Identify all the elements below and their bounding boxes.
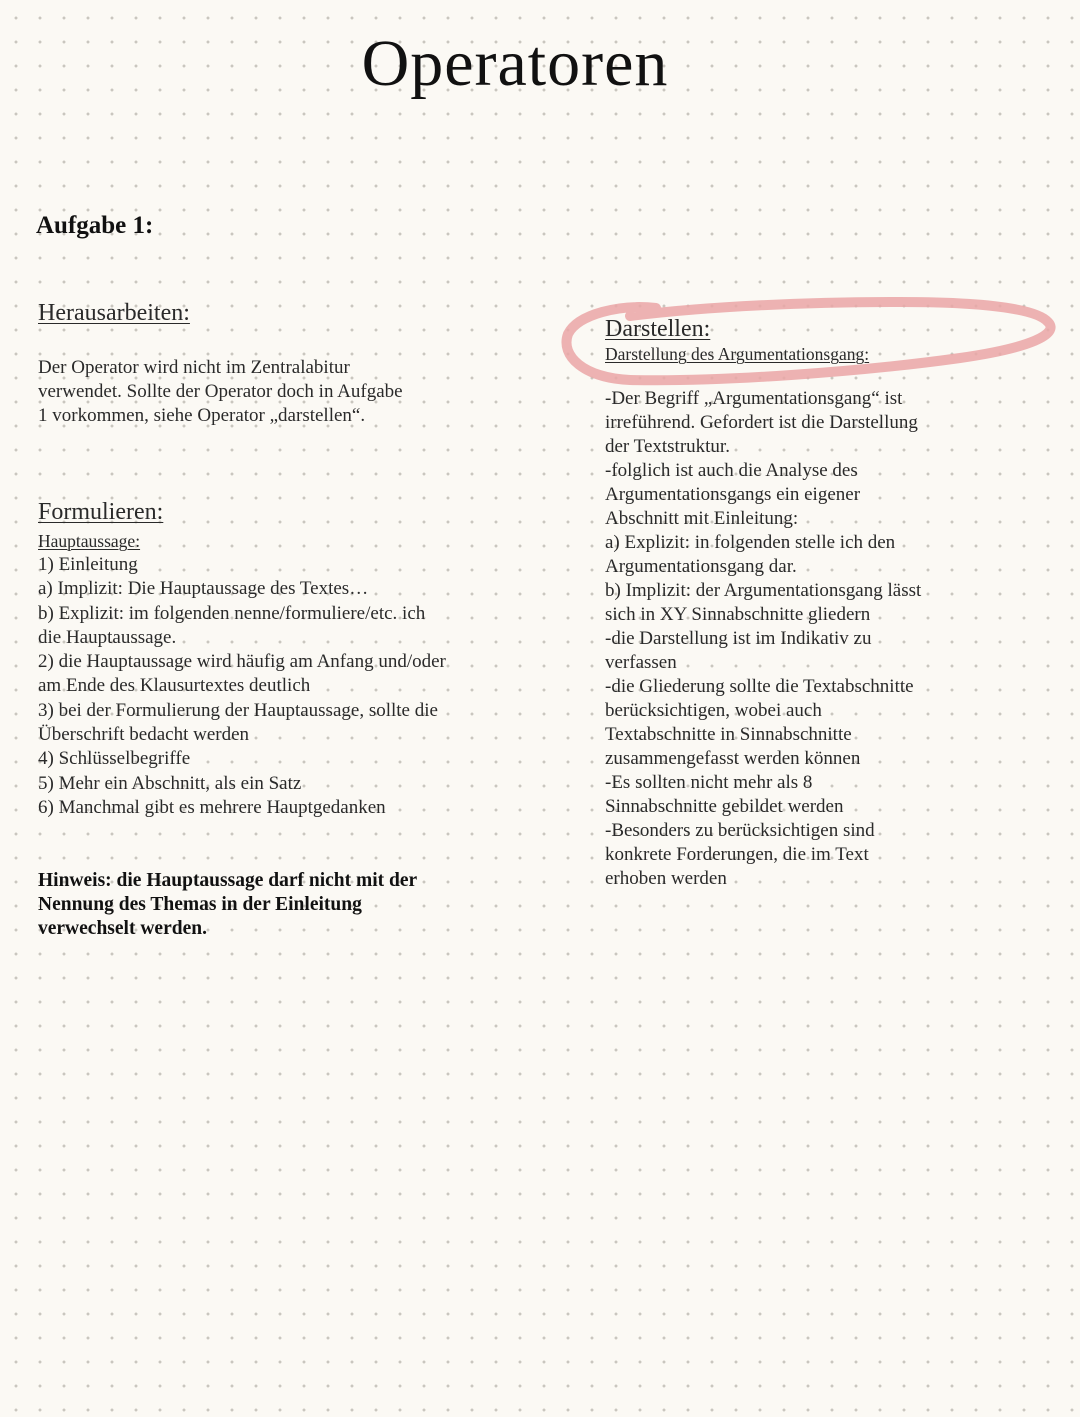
note-line: Hinweis: die Hauptaussage darf nicht mit der [38,870,418,891]
text-line: berücksichtigen, wobei auch [605,700,822,721]
text-line: -Es sollten nicht mehr als 8 [605,772,813,793]
text-line: der Textstruktur. [605,436,730,457]
text-line: -die Darstellung ist im Indikativ zu [605,628,872,649]
text-line: b) Explizit: im folgenden nenne/formuliere/etc. ich [38,602,426,624]
text-line: zusammengefasst werden können [605,748,861,769]
subheading-hauptaussage: Hauptaussage: [38,531,141,551]
text-line: a) Explizit: in folgenden stelle ich den [605,532,896,553]
text-line: -folglich ist auch die Analyse des [605,460,858,481]
text-line: am Ende des Klausurtextes deutlich [38,675,311,697]
text-line: 5) Mehr ein Abschnitt, als ein Satz [38,772,302,794]
darstellen-text [605,387,921,891]
text-line: 4) Schlüsselbegriffe [38,748,191,770]
text-line: erhoben werden [605,868,727,889]
herausarbeiten-text [38,356,403,428]
text-line: 1) Einleitung [38,554,138,575]
text-line: Textabschnitte in Sinnabschnitte [605,724,852,745]
text-line: verwendet. Sollte der Operator doch in Aufgabe [38,381,403,402]
text-line: b) Implizit: der Argumentationsgang lässt [605,580,922,601]
text-line: konkrete Forderungen, die im Text [605,844,869,865]
text-line: -Besonders zu berücksichtigen sind [605,820,875,841]
note-line: Nennung des Themas in der Einleitung [38,894,362,915]
section-heading-herausarbeiten: Herausarbeiten: [38,300,190,326]
section-heading-formulieren: Formulieren: [38,499,164,525]
text-line: die Hauptaussage. [38,626,177,648]
subheading-darstellung: Darstellung des Argumentationsgang: [605,344,870,364]
text-line: sich in XY Sinnabschnitte gliedern [605,604,871,625]
text-line: a) Implizit: Die Hauptaussage des Textes… [38,578,369,600]
formulieren-text [38,553,446,820]
task-heading: Aufgabe 1: [36,212,154,239]
note-line: verwechselt werden. [38,918,207,939]
text-line: verfassen [605,652,677,673]
hinweis-note [38,869,417,941]
text-line: 3) bei der Formulierung der Hauptaussage, sollte die [38,699,438,721]
text-line: Der Operator wird nicht im Zentralabitur [38,357,350,378]
text-line: -Der Begriff „Argumentationsgang“ ist [605,388,903,409]
text-line: 6) Manchmal gibt es mehrere Hauptgedanken [38,796,386,818]
text-line: irreführend. Gefordert ist die Darstellung [605,412,918,433]
text-line: Argumentationsgang dar. [605,556,797,577]
text-line: Sinnabschnitte gebildet werden [605,796,844,817]
text-line: 1 vorkommen, siehe Operator „darstellen“. [38,405,366,426]
text-line: Argumentationsgangs ein eigener [605,484,861,505]
section-heading-darstellen: Darstellen: [605,316,711,342]
text-line: Abschnitt mit Einleitung: [605,508,799,529]
text-line: 2) die Hauptaussage wird häufig am Anfang und/oder [38,651,446,673]
text-line: -die Gliederung sollte die Textabschnitte [605,676,914,697]
page-title: Operatoren [361,27,669,100]
text-line: Überschrift bedacht werden [38,724,250,746]
